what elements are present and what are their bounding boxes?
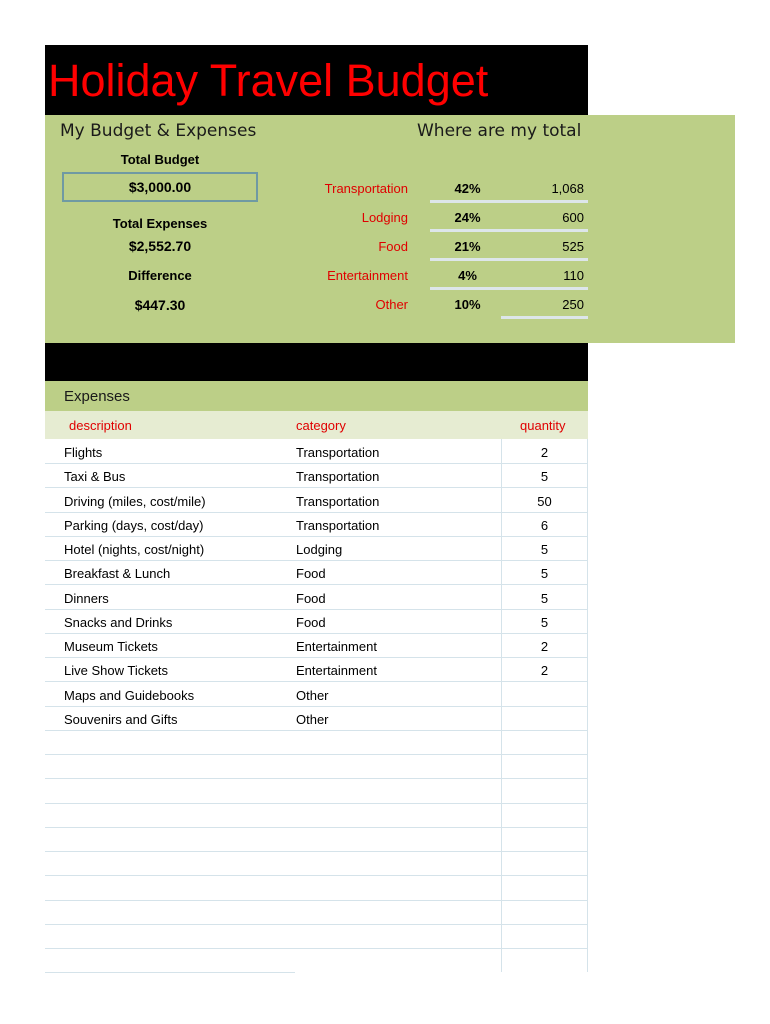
cell-description[interactable]: Flights bbox=[64, 445, 103, 460]
cell-description[interactable]: Driving (miles, cost/mile) bbox=[64, 493, 206, 509]
summary-panel bbox=[45, 115, 735, 343]
table-row[interactable] bbox=[45, 804, 588, 828]
cell-category[interactable]: Food bbox=[296, 590, 326, 606]
table-row[interactable] bbox=[45, 440, 588, 464]
cell-category[interactable]: Entertainment bbox=[296, 663, 377, 679]
cell-description[interactable]: Live Show Tickets bbox=[64, 663, 169, 679]
table-row[interactable] bbox=[45, 658, 588, 682]
table-row[interactable] bbox=[45, 901, 588, 925]
breakdown-percent: 21% bbox=[454, 239, 481, 254]
column-description[interactable]: description bbox=[69, 418, 132, 433]
cell-category[interactable]: Transportation bbox=[296, 517, 380, 533]
difference-value: $447.30 bbox=[134, 297, 186, 313]
cell-category[interactable]: Food bbox=[296, 566, 326, 582]
cell-category[interactable]: Transportation bbox=[296, 445, 380, 460]
expenses-heading: Expenses bbox=[64, 388, 130, 405]
expenses-column-header bbox=[45, 411, 588, 439]
table-row[interactable] bbox=[45, 464, 588, 488]
page-title: Holiday Travel Budget bbox=[48, 55, 489, 106]
difference-label: Difference bbox=[128, 268, 192, 283]
cell-category[interactable]: Transportation bbox=[296, 493, 380, 509]
expenses-header bbox=[45, 381, 588, 411]
cell-category[interactable]: Entertainment bbox=[296, 639, 377, 654]
table-row[interactable] bbox=[45, 561, 588, 585]
total-budget-label: Total Budget bbox=[120, 152, 200, 167]
total-expenses-value: $2,552.70 bbox=[128, 238, 192, 254]
cell-category[interactable]: Food bbox=[296, 614, 326, 630]
cell-category[interactable]: Transportation bbox=[296, 469, 380, 485]
table-row[interactable] bbox=[45, 949, 295, 973]
table-row[interactable] bbox=[45, 586, 588, 610]
divider bbox=[430, 200, 588, 203]
cell-quantity[interactable]: 2 bbox=[540, 663, 549, 679]
cell-quantity[interactable]: 2 bbox=[540, 639, 549, 654]
table-row[interactable] bbox=[45, 707, 588, 731]
table-row[interactable] bbox=[45, 537, 588, 561]
cell-quantity[interactable]: 5 bbox=[540, 542, 549, 557]
breakdown-amount: 110 bbox=[563, 268, 584, 283]
table-row[interactable] bbox=[45, 925, 588, 949]
breakdown-category: Entertainment bbox=[327, 268, 408, 283]
title-bar bbox=[45, 45, 588, 115]
table-row[interactable] bbox=[45, 634, 588, 658]
table-row[interactable] bbox=[45, 489, 588, 513]
breakdown-amount: 250 bbox=[562, 297, 584, 312]
cell-quantity[interactable]: 50 bbox=[537, 493, 552, 509]
breakdown-percent: 42% bbox=[454, 181, 481, 196]
cell-quantity[interactable]: 6 bbox=[540, 517, 549, 533]
breakdown-category: Food bbox=[378, 239, 408, 254]
divider bbox=[430, 287, 588, 290]
total-expenses-label: Total Expenses bbox=[112, 216, 208, 231]
cell-description[interactable]: Museum Tickets bbox=[64, 639, 158, 654]
table-row[interactable] bbox=[45, 852, 588, 876]
breakdown-amount: 525 bbox=[562, 239, 584, 254]
table-row[interactable] bbox=[45, 877, 588, 901]
total-budget-input[interactable]: $3,000.00 bbox=[62, 172, 258, 202]
column-quantity[interactable]: quantity bbox=[520, 418, 566, 433]
breakdown-category: Lodging bbox=[361, 210, 408, 225]
table-row[interactable] bbox=[45, 513, 588, 537]
column-divider bbox=[501, 439, 502, 972]
cell-quantity[interactable]: 5 bbox=[540, 614, 549, 630]
cell-description[interactable]: Snacks and Drinks bbox=[64, 614, 173, 630]
table-row[interactable] bbox=[45, 683, 588, 707]
cell-quantity[interactable]: 5 bbox=[540, 469, 549, 485]
cell-category[interactable]: Lodging bbox=[296, 542, 343, 557]
divider bbox=[430, 229, 588, 232]
divider bbox=[501, 316, 588, 319]
cell-description[interactable]: Hotel (nights, cost/night) bbox=[64, 542, 205, 557]
column-divider bbox=[587, 439, 588, 972]
table-row[interactable] bbox=[45, 828, 588, 852]
cell-description[interactable]: Dinners bbox=[64, 590, 109, 606]
breakdown-amount: 1,068 bbox=[551, 181, 584, 196]
table-row[interactable] bbox=[45, 610, 588, 634]
breakdown-category: Other bbox=[375, 297, 408, 312]
breakdown-heading: Where are my total bbox=[417, 121, 582, 141]
column-category[interactable]: category bbox=[296, 418, 346, 433]
table-row[interactable] bbox=[45, 755, 588, 779]
cell-description[interactable]: Breakfast & Lunch bbox=[64, 566, 171, 582]
divider bbox=[430, 258, 588, 261]
summary-heading: My Budget & Expenses bbox=[60, 121, 257, 141]
breakdown-amount: 600 bbox=[562, 210, 584, 225]
breakdown-category: Transportation bbox=[324, 181, 408, 196]
cell-quantity[interactable]: 5 bbox=[540, 590, 549, 606]
table-row[interactable] bbox=[45, 731, 588, 755]
cell-description[interactable]: Taxi & Bus bbox=[64, 469, 126, 485]
cell-description[interactable]: Parking (days, cost/day) bbox=[64, 517, 204, 533]
cell-quantity[interactable]: 5 bbox=[540, 566, 549, 582]
breakdown-percent: 10% bbox=[454, 297, 481, 312]
cell-category[interactable]: Other bbox=[296, 687, 329, 703]
breakdown-percent: 4% bbox=[458, 268, 477, 283]
cell-category[interactable]: Other bbox=[296, 711, 329, 727]
cell-quantity[interactable]: 2 bbox=[540, 445, 549, 460]
table-row[interactable] bbox=[45, 780, 588, 804]
cell-description[interactable]: Maps and Guidebooks bbox=[64, 687, 195, 703]
separator-bar bbox=[45, 343, 588, 381]
cell-description[interactable]: Souvenirs and Gifts bbox=[64, 711, 178, 727]
breakdown-percent: 24% bbox=[454, 210, 481, 225]
